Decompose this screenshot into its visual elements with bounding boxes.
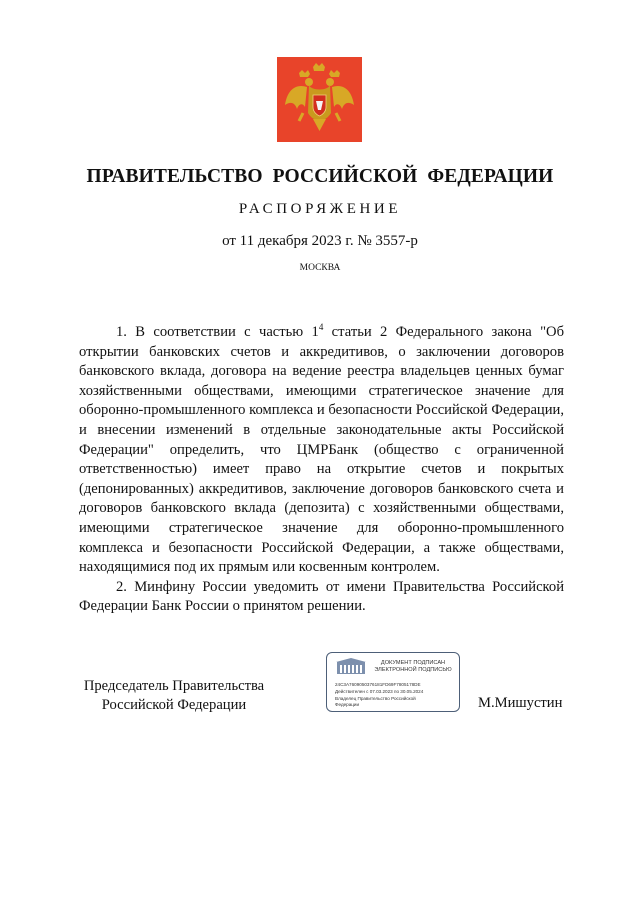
- coat-of-arms-emblem: [277, 57, 362, 142]
- document-city: МОСКВА: [299, 263, 341, 273]
- stamp-title: [369, 660, 457, 674]
- paragraph-1-rest: статьи 2 Федерального закона "Об открытии банковских счетов и аккредитивов, о заключении договоров банковского вклада, договора на ведение реестра владельцев ценных бумаг хозяйственными обществами, имеющими стратегическое значение для оборонно-промышленного комплекса и безопасности Российской Федерации, и внесении изменений в отдельные законодательные акты Российской Федерации" определить, что ЦМРБанк (общество с ограниченной ответственностью) имеет право на открытие счетов и покрытых (депонированных) аккредитивов, заключение договоров банковского счета и договоров банковского вклада (депозита) с хозяйственными обществами, имеющими стратегическое значение для оборонно-промышленного комплекса и безопасности Российской Федерации, а также обществами, находящимися под их прямым или косвенным контролем.: [79, 324, 564, 576]
- document-type: РАСПОРЯЖЕНИЕ: [238, 201, 402, 217]
- stamp-validity: Действителен с 07.03.2023 по 30.05.2024: [335, 689, 424, 694]
- paragraph-2: 2. Минфину России уведомить от имени Правительства Российской Федерации Банк России о принятом решении.: [79, 578, 564, 615]
- electronic-signature-stamp: [326, 652, 460, 712]
- stamp-owner-line-1: Владелец Правительство Российской: [335, 696, 416, 701]
- signer-position: [76, 677, 272, 716]
- signer-name: М.Мишустин: [478, 695, 563, 711]
- government-title: ПРАВИТЕЛЬСТВО РОССИЙСКОЙ ФЕДЕРАЦИИ: [86, 166, 554, 187]
- coat-of-arms-icon: [277, 57, 362, 142]
- stamp-title-line-2: ЭЛЕКТРОННОЙ ПОДПИСЬЮ: [374, 667, 452, 673]
- document-date-number: от 11 декабря 2023 г. № 3557-р: [222, 233, 418, 249]
- stamp-title-line-1: ДОКУМЕНТ ПОДПИСАН: [380, 660, 446, 666]
- paragraph-1-superscript: 4: [318, 322, 324, 333]
- paragraph-1: [79, 323, 564, 578]
- stamp-serial: 24C3A7609050376181FD69F7805178DE: [335, 682, 421, 687]
- signer-position-line-1: Председатель Правительства: [83, 678, 265, 694]
- paragraph-1-start: 1. В соответствии с частью 1: [116, 324, 319, 340]
- signer-position-line-2: Российской Федерации: [101, 697, 247, 714]
- document-body: [79, 323, 564, 617]
- stamp-owner-line-2: Федерации: [335, 702, 360, 707]
- signature-stamp-logo-icon: [335, 658, 367, 676]
